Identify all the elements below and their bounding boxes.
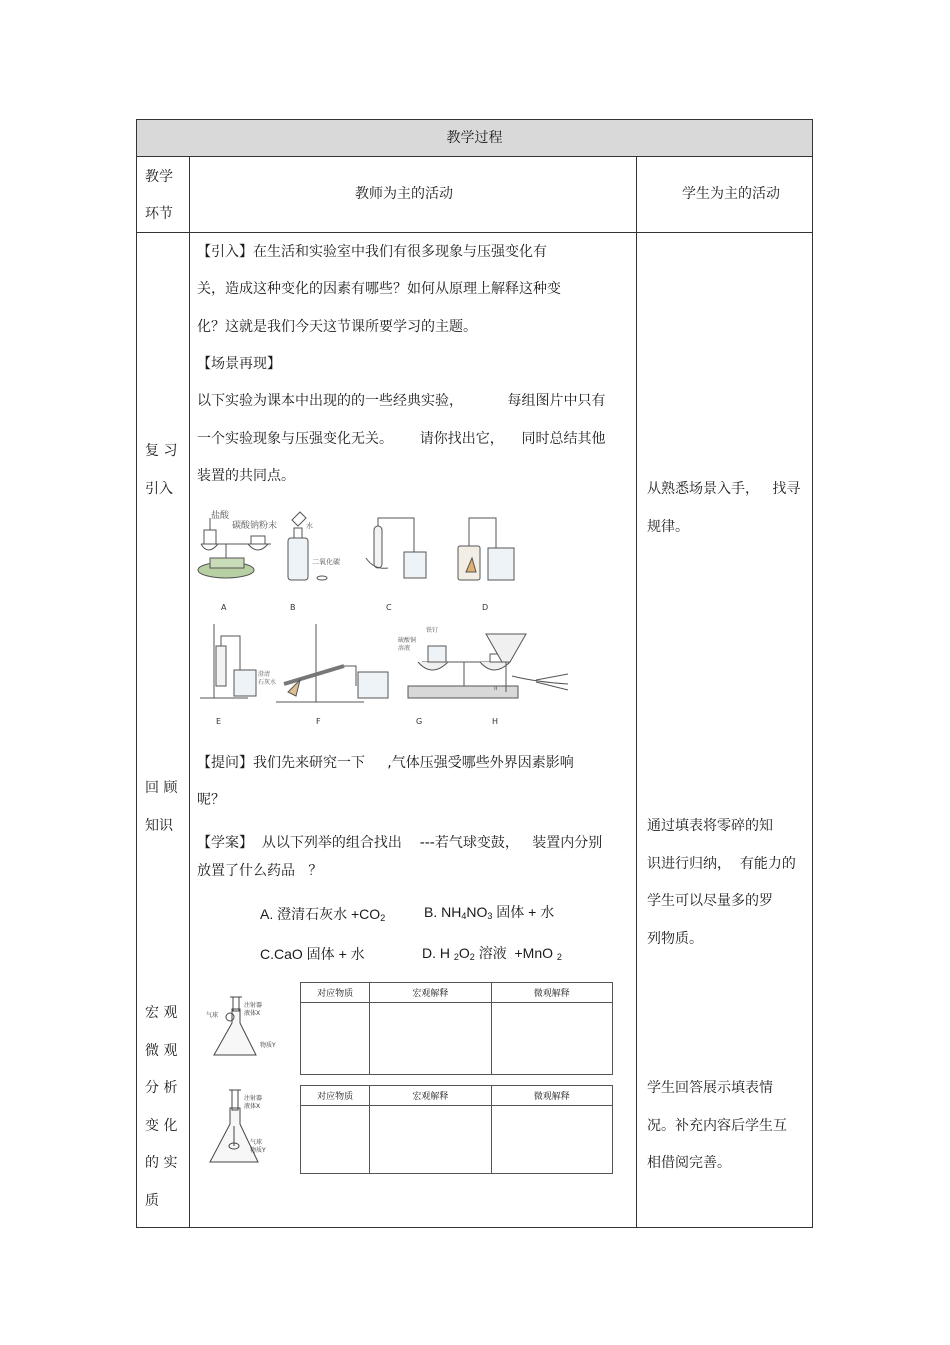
intro-line-3: 化？这就是我们今天这节课所要学习的主题。 — [197, 319, 477, 335]
intro-line-2: 关，造成这种变化的因素有哪些？如何从原理上解释这种变 — [197, 281, 561, 297]
case-line-1: 【学案】 从以下列举的组合找出 ---若气球变鼓， 装置内分别 — [197, 835, 603, 851]
section-recall-1: 回 顾 — [145, 780, 178, 796]
figure-label-f: F — [316, 717, 321, 726]
section-macro-1: 宏 观 — [145, 1005, 178, 1021]
analysis-table-2-cell[interactable] — [370, 1106, 491, 1174]
student-review-line-1: 从熟悉场景入手， 找寻 — [647, 481, 801, 497]
question-line-2: 呢？ — [197, 792, 225, 808]
col-header-teacher: 教师为主的活动 — [355, 186, 453, 202]
analysis-table-1-cell[interactable] — [370, 1003, 491, 1075]
flask-1-label-balloon: 气球 — [206, 1012, 219, 1019]
figure-label-g: G — [416, 717, 423, 726]
figure-f-heating-icon — [276, 624, 388, 702]
section-review-2: 引入 — [145, 481, 173, 497]
analysis-table-1-header-micro: 微观解释 — [491, 983, 612, 1003]
option-a: A. 澄清石灰水 $+CO_2$ — [260, 906, 386, 923]
flask-2-label-syringe: 注射器 — [244, 1095, 263, 1102]
student-recall-line-2: 识进行归纳， 有能力的 — [647, 856, 796, 872]
section-review-1: 复 习 — [145, 443, 178, 459]
section-macro-2: 微 观 — [145, 1043, 178, 1059]
figure-c-test-tube-icon — [366, 518, 426, 578]
section-macro-5: 的 实 — [145, 1155, 178, 1171]
figure-d-jar-icon — [458, 518, 514, 580]
analysis-table-1-header-substance: 对应物质 — [301, 983, 370, 1003]
figure-a-annotation-top: 碳酸钠粉末 — [232, 521, 278, 531]
header-divider — [136, 232, 813, 233]
student-macro-line-2: 况。补充内容后学生互 — [647, 1118, 787, 1134]
analysis-table-2 — [300, 1085, 613, 1174]
analysis-table-2-header-macro: 宏观解释 — [370, 1086, 491, 1106]
student-recall-line-4: 列物质。 — [647, 931, 703, 947]
flask-1-label-substance: 物质Y — [260, 1042, 276, 1049]
figure-e-annotation-1: 澄清 — [258, 671, 271, 678]
col-divider-1 — [189, 157, 190, 1228]
analysis-table-2-cell[interactable] — [491, 1106, 612, 1174]
figure-e-annotation-2: 石灰水 — [258, 679, 277, 686]
figure-b-annotation-water: 水 — [306, 522, 313, 530]
analysis-table-2-header-micro: 微观解释 — [491, 1086, 612, 1106]
figure-g-annotation-1: 硫酸铜 — [398, 637, 417, 644]
section-macro-3: 分 析 — [145, 1080, 178, 1096]
scene-line-3: 装置的共同点。 — [197, 468, 295, 484]
analysis-table-2-cell[interactable] — [301, 1106, 370, 1174]
figure-g-annotation-3: 铁钉 — [426, 627, 439, 634]
figure-label-d: D — [482, 603, 489, 612]
analysis-table-1-cell[interactable] — [491, 1003, 612, 1075]
figure-label-b: B — [290, 603, 296, 612]
experiment-figures-row-2 — [196, 622, 606, 727]
flask-1-apparatus-icon — [206, 995, 296, 1065]
flask-1-label-liquid: 液体X — [244, 1010, 261, 1017]
figure-g-annotation-2: 溶液 — [398, 645, 411, 652]
flask-2-label-liquid: 液体X — [244, 1103, 261, 1110]
analysis-table-1-header-macro: 宏观解释 — [370, 983, 491, 1003]
col-header-section-1: 教学 — [145, 169, 173, 185]
intro-line-1: 【引入】在生活和实验室中我们有很多现象与压强变化有 — [197, 244, 547, 260]
figure-h-annotation: II — [494, 685, 498, 692]
option-d: D. H $_2O_2$ 溶液 +MnO $_2$ — [422, 945, 562, 962]
figure-label-e: E — [216, 717, 222, 726]
question-line-1: 【提问】我们先来研究一下 ,气体压强受哪些外界因素影响 — [197, 755, 574, 771]
flask-2-label-balloon: 气球 — [250, 1139, 263, 1146]
scene-title: 【场景再现】 — [197, 356, 281, 372]
flask-2-apparatus-icon — [206, 1086, 296, 1171]
experiment-figures-row-1 — [196, 508, 606, 613]
scene-line-2: 一个实验现象与压强变化无关。 请你找出它， 同时总结其他 — [197, 431, 606, 447]
col-header-student: 学生为主的活动 — [682, 186, 780, 202]
col-header-section-2: 环节 — [145, 206, 173, 222]
option-b: B. $NH_4NO_3$ 固体 + 水 — [424, 904, 555, 921]
figure-a-annotation-left: 盐酸 — [211, 511, 230, 521]
figure-label-c: C — [386, 603, 392, 612]
option-c: C.CaO 固体 + 水 — [260, 946, 365, 962]
section-macro-6: 质 — [145, 1193, 159, 1209]
scene-line-1: 以下实验为课本中出现的的一些经典实验， 每组图片中只有 — [197, 393, 606, 409]
student-recall-line-1: 通过填表将零碎的知 — [647, 818, 773, 834]
analysis-table-1 — [300, 982, 613, 1075]
analysis-table-2-header-substance: 对应物质 — [301, 1086, 370, 1106]
table-title: 教学过程 — [136, 119, 813, 157]
figure-b-annotation-co2: 二氧化碳 — [312, 558, 340, 566]
flask-1-label-syringe: 注射器 — [244, 1002, 263, 1009]
student-macro-line-1: 学生回答展示填表情 — [647, 1080, 773, 1096]
figure-label-a: A — [221, 603, 227, 612]
student-review-line-2: 规律。 — [647, 519, 689, 535]
flask-2-label-substance: 物质Y — [250, 1147, 266, 1154]
figure-label-h: H — [492, 717, 499, 726]
section-macro-4: 变 化 — [145, 1118, 178, 1134]
analysis-table-1-cell[interactable] — [301, 1003, 370, 1075]
section-recall-2: 知识 — [145, 818, 173, 834]
student-macro-line-3: 相借阅完善。 — [647, 1155, 731, 1171]
col-divider-2 — [636, 157, 637, 1228]
figure-e-stand-icon — [200, 624, 256, 698]
student-recall-line-3: 学生可以尽量多的罗 — [647, 893, 773, 909]
case-line-2: 放置了什么药品 ？ — [197, 863, 323, 879]
